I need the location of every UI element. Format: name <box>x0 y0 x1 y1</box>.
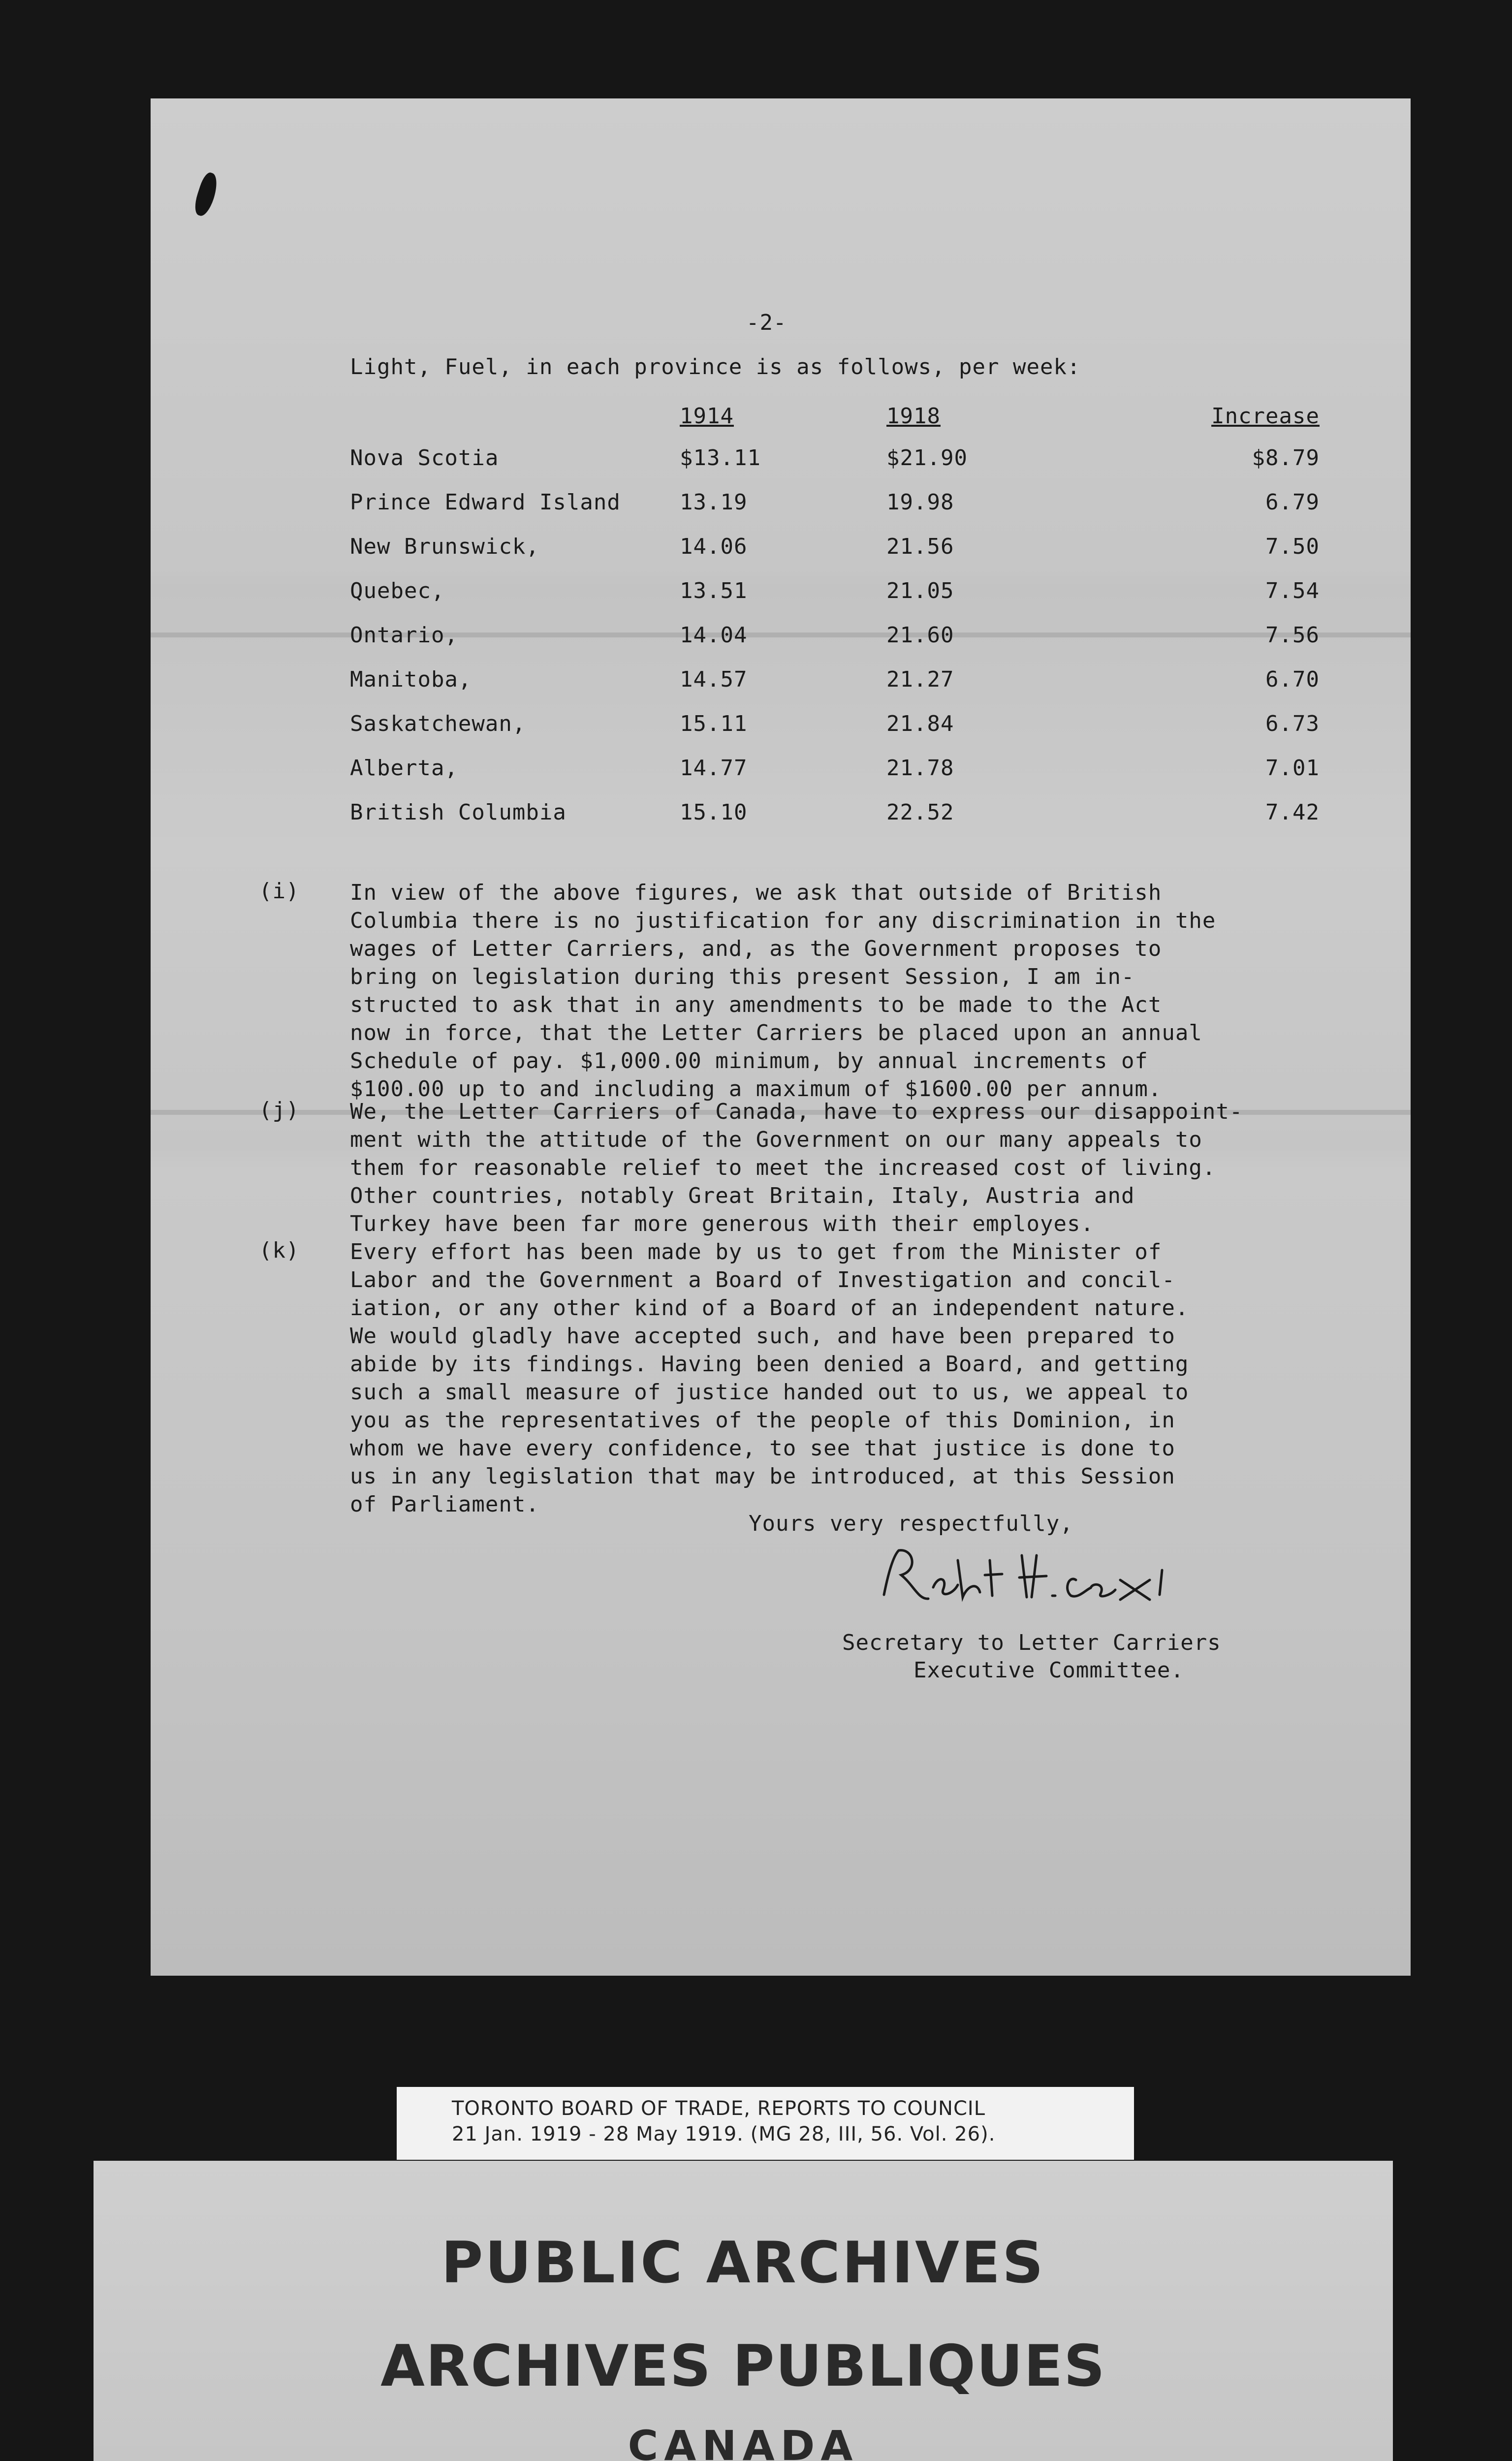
header-1914: 1914 <box>680 404 734 429</box>
value-increase: 6.70 <box>1265 667 1320 692</box>
value-1918: 21.60 <box>886 623 954 648</box>
value-1914: 14.04 <box>680 623 748 648</box>
archive-caption-label <box>397 2087 1134 2160</box>
ink-blot <box>191 171 221 218</box>
header-1918: 1918 <box>886 404 941 429</box>
value-1918: 21.27 <box>886 667 954 692</box>
province-name: British Columbia <box>350 800 567 825</box>
table-row <box>350 490 1320 534</box>
province-name: Alberta, <box>350 756 458 781</box>
signatory-title <box>842 1629 1221 1684</box>
signatory-title-line2: Executive Committee. <box>914 1658 1184 1683</box>
closing-line: Yours very respectfully, <box>749 1511 1073 1536</box>
value-increase: 7.56 <box>1265 623 1320 648</box>
paragraph-body: Every effort has been made by us to get from the Minister of Labor and the Government a Board of Investigation and concil- iation, or any other kind of a Board of an independent nature. We would gladly have accepted such, and have been prepared to abide by its findings. Having been denied a Board, and getting such a small measure of justice handed out to us, we appeal to you as the representatives of the people of this Dominion, in whom we have every confidence, to see that justice is done to us in any legislation that may be introduced, at this Session of Parliament. <box>350 1239 1189 1517</box>
province-name: Manitoba, <box>350 667 472 692</box>
table-row <box>350 800 1320 844</box>
table-header <box>350 404 1320 445</box>
table-row <box>350 534 1320 578</box>
paragraph-i <box>259 879 1371 1103</box>
value-increase: 7.42 <box>1265 800 1320 825</box>
value-increase: $8.79 <box>1252 445 1320 471</box>
paragraph-k <box>259 1238 1371 1518</box>
value-increase: 7.54 <box>1265 578 1320 603</box>
paragraph-body: In view of the above figures, we ask that outside of British Columbia there is no justification for any discrimination in the wages of Letter Carriers, and, as the Government proposes to bring on legislation during this present Session, I am in- structed to ask that in any amendments to be made to the Act now in force, that the Letter Carriers be placed upon an annual Schedule of pay. $1,000.00 minimum, by annual increments of $100.00 up to and including a maximum of $1600.00 per annum. <box>350 880 1216 1102</box>
paragraph-label: (i) <box>259 879 300 904</box>
table-row <box>350 756 1320 800</box>
value-increase: 6.79 <box>1265 490 1320 515</box>
province-name: Prince Edward Island <box>350 490 621 515</box>
value-1914: 13.51 <box>680 578 748 603</box>
value-1918: 19.98 <box>886 490 954 515</box>
value-1914: 14.77 <box>680 756 748 781</box>
stamp-line3: CANADA <box>628 2422 859 2461</box>
value-increase: 7.50 <box>1265 534 1320 559</box>
header-increase: Increase <box>1211 404 1320 429</box>
province-name: Nova Scotia <box>350 445 499 471</box>
value-1918: 22.52 <box>886 800 954 825</box>
value-1914: 13.19 <box>680 490 748 515</box>
value-increase: 6.73 <box>1265 711 1320 736</box>
stamp-line1: PUBLIC ARCHIVES <box>441 2230 1045 2296</box>
archives-stamp-banner <box>94 2161 1393 2461</box>
value-1918: 21.56 <box>886 534 954 559</box>
signatory-title-line1: Secretary to Letter Carriers <box>842 1630 1221 1655</box>
paragraph-j <box>259 1098 1371 1238</box>
value-1918: $21.90 <box>886 445 968 471</box>
value-1918: 21.78 <box>886 756 954 781</box>
cost-of-living-table <box>350 404 1320 844</box>
stamp-line2: ARCHIVES PUBLIQUES <box>380 2333 1106 2399</box>
paragraph-label: (k) <box>259 1238 300 1263</box>
table-row <box>350 711 1320 756</box>
paragraph-body: We, the Letter Carriers of Canada, have to express our disappoint- ment with the attitude of the Government on our many appeals to them for reasonable relief to meet the increased cost of living. Other countries, notably Great Britain, Italy, Austria and Turkey have been far more generous with their employes. <box>350 1099 1243 1236</box>
value-increase: 7.01 <box>1265 756 1320 781</box>
handwritten-signature <box>874 1541 1169 1614</box>
value-1918: 21.84 <box>886 711 954 736</box>
province-name: Saskatchewan, <box>350 711 526 736</box>
intro-line: Light, Fuel, in each province is as follows, per week: <box>350 354 1081 379</box>
table-row <box>350 445 1320 490</box>
province-name: Ontario, <box>350 623 458 648</box>
caption-line1: TORONTO BOARD OF TRADE, REPORTS TO COUNCIL <box>452 2097 985 2120</box>
value-1914: 14.57 <box>680 667 748 692</box>
value-1914: 15.10 <box>680 800 748 825</box>
page-number: -2- <box>746 310 787 335</box>
value-1914: 14.06 <box>680 534 748 559</box>
document-sheet <box>151 98 1411 1976</box>
table-row <box>350 623 1320 667</box>
province-name: Quebec, <box>350 578 445 603</box>
province-name: New Brunswick, <box>350 534 539 559</box>
value-1914: 15.11 <box>680 711 748 736</box>
table-row <box>350 667 1320 711</box>
value-1914: $13.11 <box>680 445 761 471</box>
caption-line2: 21 Jan. 1919 - 28 May 1919. (MG 28, III, 56. Vol. 26). <box>452 2123 996 2145</box>
value-1918: 21.05 <box>886 578 954 603</box>
table-row <box>350 578 1320 623</box>
paragraph-label: (j) <box>259 1098 300 1123</box>
